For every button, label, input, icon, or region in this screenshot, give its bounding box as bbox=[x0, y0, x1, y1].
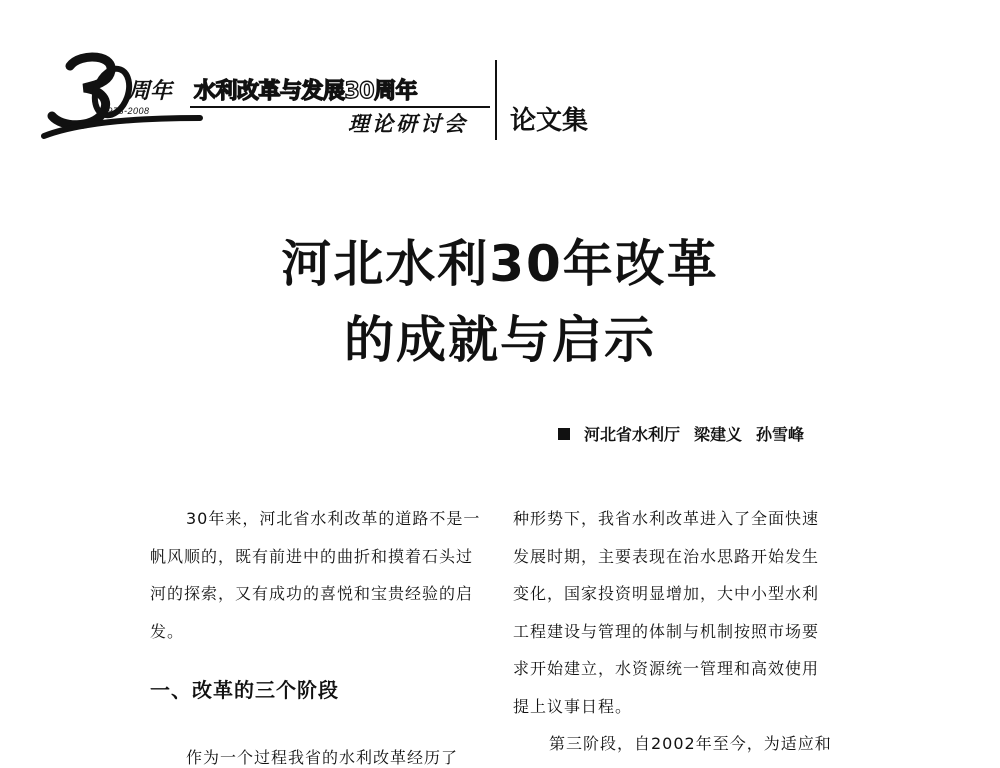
right-column bbox=[513, 500, 853, 763]
paragraph-line: 帆风顺的，既有前进中的曲折和摸着石头过 bbox=[150, 546, 474, 566]
paragraph-line: 工程建设与管理的体制与机制按照市场要 bbox=[513, 621, 820, 641]
paragraph-line: 发展时期，主要表现在治水思路开始发生 bbox=[513, 546, 820, 566]
paragraph-line: 提上议事日程。 bbox=[513, 696, 633, 716]
conference-subtitle: 理论研讨会 bbox=[348, 112, 468, 136]
left-column bbox=[150, 500, 490, 650]
article-title-line-1: 河北水利30年改革 bbox=[281, 235, 719, 293]
anniversary-logo bbox=[40, 44, 210, 144]
author-line bbox=[558, 422, 804, 445]
section-heading: 一、改革的三个阶段 bbox=[150, 678, 339, 702]
anniversary-swoosh-icon bbox=[40, 44, 210, 144]
conference-title: 水利改革与发展30周年 bbox=[194, 79, 418, 104]
bullet-square-icon bbox=[558, 428, 570, 440]
collection-label: 论文集 bbox=[510, 106, 589, 136]
paragraph-line: 第三阶段，自2002年至今，为适应和 bbox=[549, 734, 832, 753]
author-affiliation: 河北省水利厅 bbox=[584, 425, 681, 444]
paragraph-line: 求开始建立，水资源统一管理和高效使用 bbox=[513, 659, 820, 678]
logo-years: 1978-2008 bbox=[102, 106, 150, 116]
paragraph-line: 作为一个过程我省的水利改革经历了 bbox=[186, 748, 459, 767]
paragraph-line: 变化，国家投资明显增加，大中小型水利 bbox=[513, 584, 820, 603]
paragraph-line: 种形势下，我省水利改革进入了全面快速 bbox=[513, 509, 820, 528]
paragraph-line: 发。 bbox=[150, 621, 185, 641]
paragraph-line: 30年来，河北省水利改革的道路不是一 bbox=[186, 509, 481, 528]
author-name-2: 孙雪峰 bbox=[756, 425, 805, 444]
author-name-1: 梁建义 bbox=[694, 425, 743, 444]
logo-anniversary-text: 周年 bbox=[128, 78, 173, 104]
article-title-line-2: 的成就与启示 bbox=[344, 311, 656, 369]
paragraph-line: 河的探索，又有成功的喜悦和宝贵经验的启 bbox=[150, 584, 474, 603]
header-divider bbox=[495, 60, 497, 140]
